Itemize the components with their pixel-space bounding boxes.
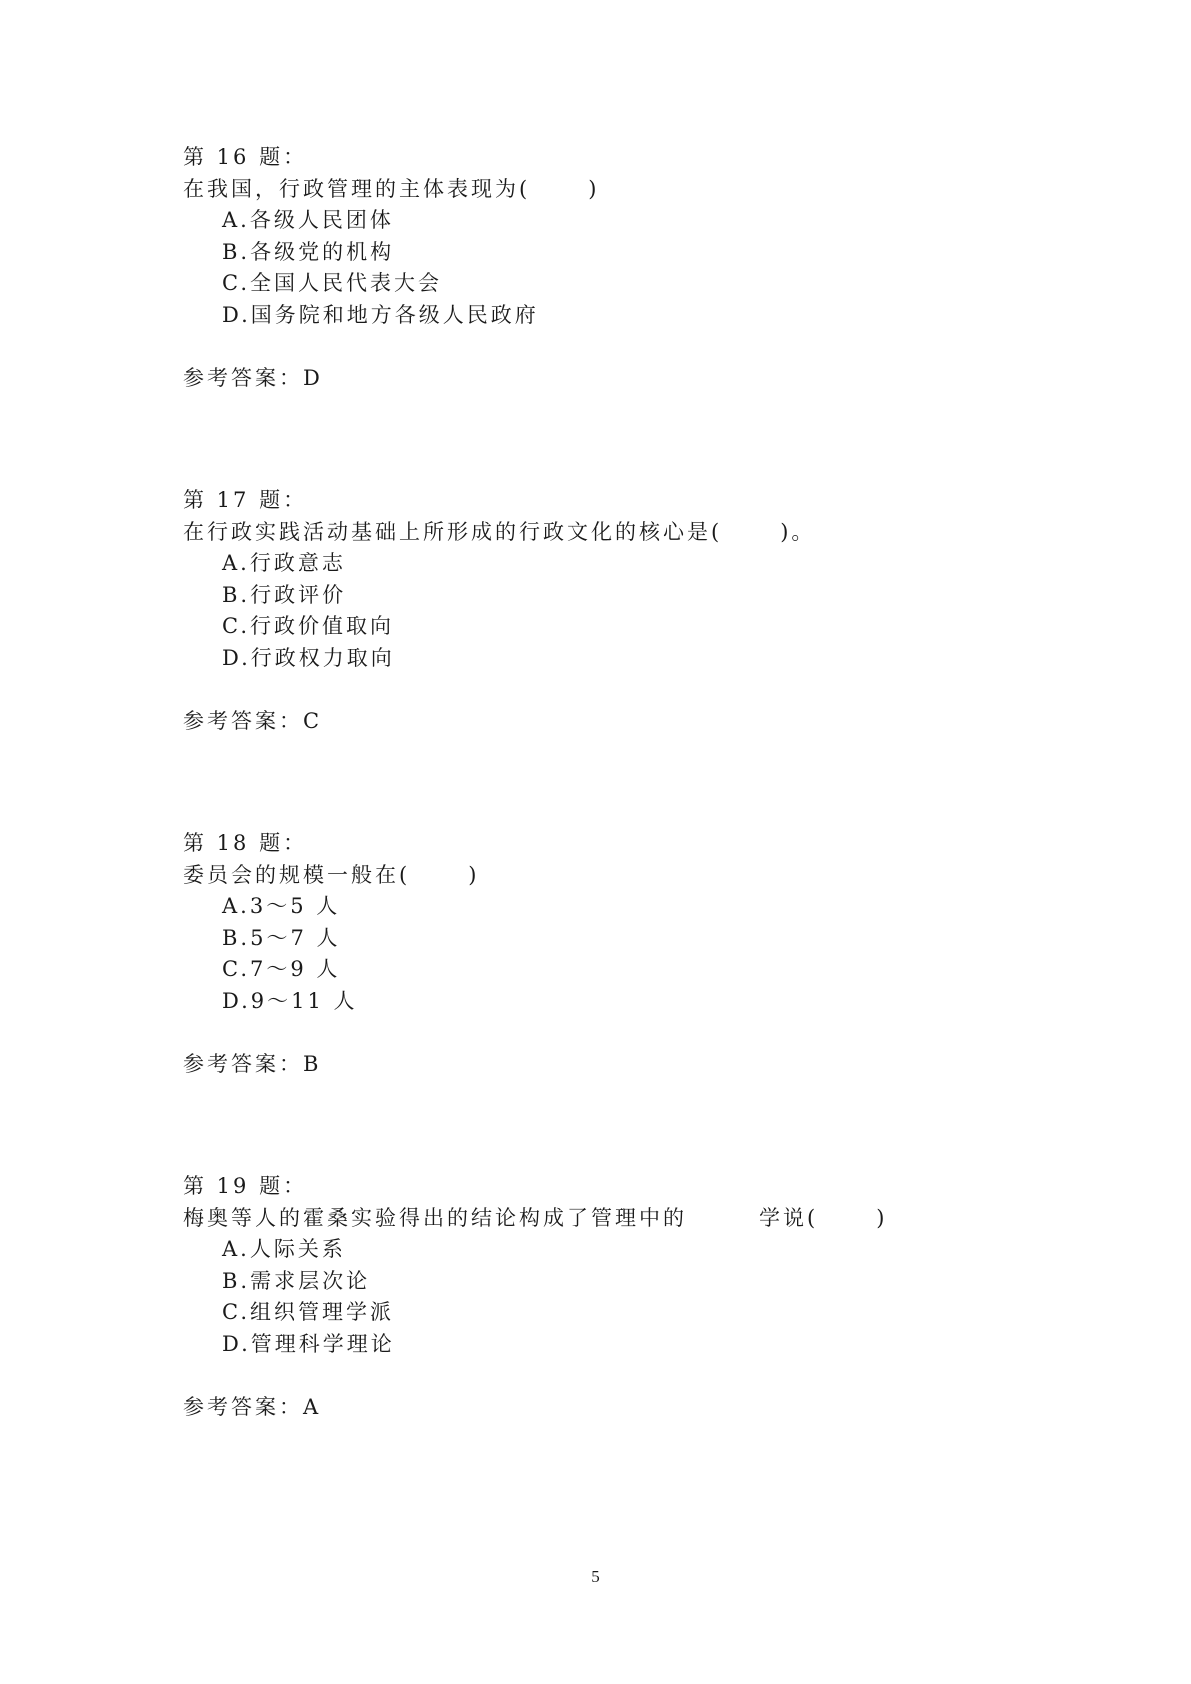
spacer — [183, 1017, 1003, 1049]
question-number: 第 17 题： — [183, 488, 308, 512]
option-c: C.7～9 人 — [222, 957, 341, 981]
spacer — [183, 1360, 1003, 1392]
question-stem — [183, 1203, 1003, 1235]
option-b: B.各级党的机构 — [222, 239, 395, 264]
spacer — [183, 674, 1003, 706]
reference-answer: 参考答案：B — [183, 1051, 322, 1076]
option-b: B.行政评价 — [222, 582, 347, 607]
option-a: A.3～5 人 — [222, 894, 341, 918]
option-b: B.需求层次论 — [222, 1268, 371, 1293]
question-stem: 在行政实践活动基础上所形成的行政文化的核心是( )。 — [183, 519, 816, 544]
reference-answer: 参考答案：C — [183, 708, 323, 733]
option-a: A.行政意志 — [222, 551, 346, 575]
question-number: 第 19 题： — [183, 1174, 308, 1198]
option-c: C.全国人民代表大会 — [222, 271, 442, 295]
question-stem: 委员会的规模一般在( ) — [183, 862, 480, 887]
option-d: D.行政权力取向 — [222, 645, 395, 670]
option-a: A.各级人民团体 — [222, 208, 394, 232]
spacer — [183, 331, 1003, 363]
option-a: A.人际关系 — [222, 1237, 346, 1261]
option-c: C.行政价值取向 — [222, 614, 394, 638]
question-16 — [183, 142, 1003, 394]
reference-answer: 参考答案：D — [183, 365, 323, 390]
question-number: 第 18 题： — [183, 831, 308, 855]
option-d: D.管理科学理论 — [222, 1331, 395, 1356]
stem-before-blank: 梅奥等人的霍桑实验得出的结论构成了管理中的 — [183, 1205, 687, 1230]
stem-after-blank: 学说( ) — [759, 1205, 888, 1230]
question-stem: 在我国，行政管理的主体表现为( ) — [183, 176, 600, 201]
option-b: B.5～7 人 — [222, 925, 341, 950]
option-d: D.国务院和地方各级人民政府 — [222, 302, 539, 327]
reference-answer: 参考答案：A — [183, 1394, 322, 1419]
question-17 — [183, 485, 1003, 737]
question-number: 第 16 题： — [183, 145, 308, 169]
question-18 — [183, 828, 1003, 1080]
question-19 — [183, 1171, 1003, 1423]
page-number: 5 — [591, 1567, 600, 1586]
option-d: D.9～11 人 — [222, 988, 358, 1013]
option-c: C.组织管理学派 — [222, 1300, 394, 1324]
